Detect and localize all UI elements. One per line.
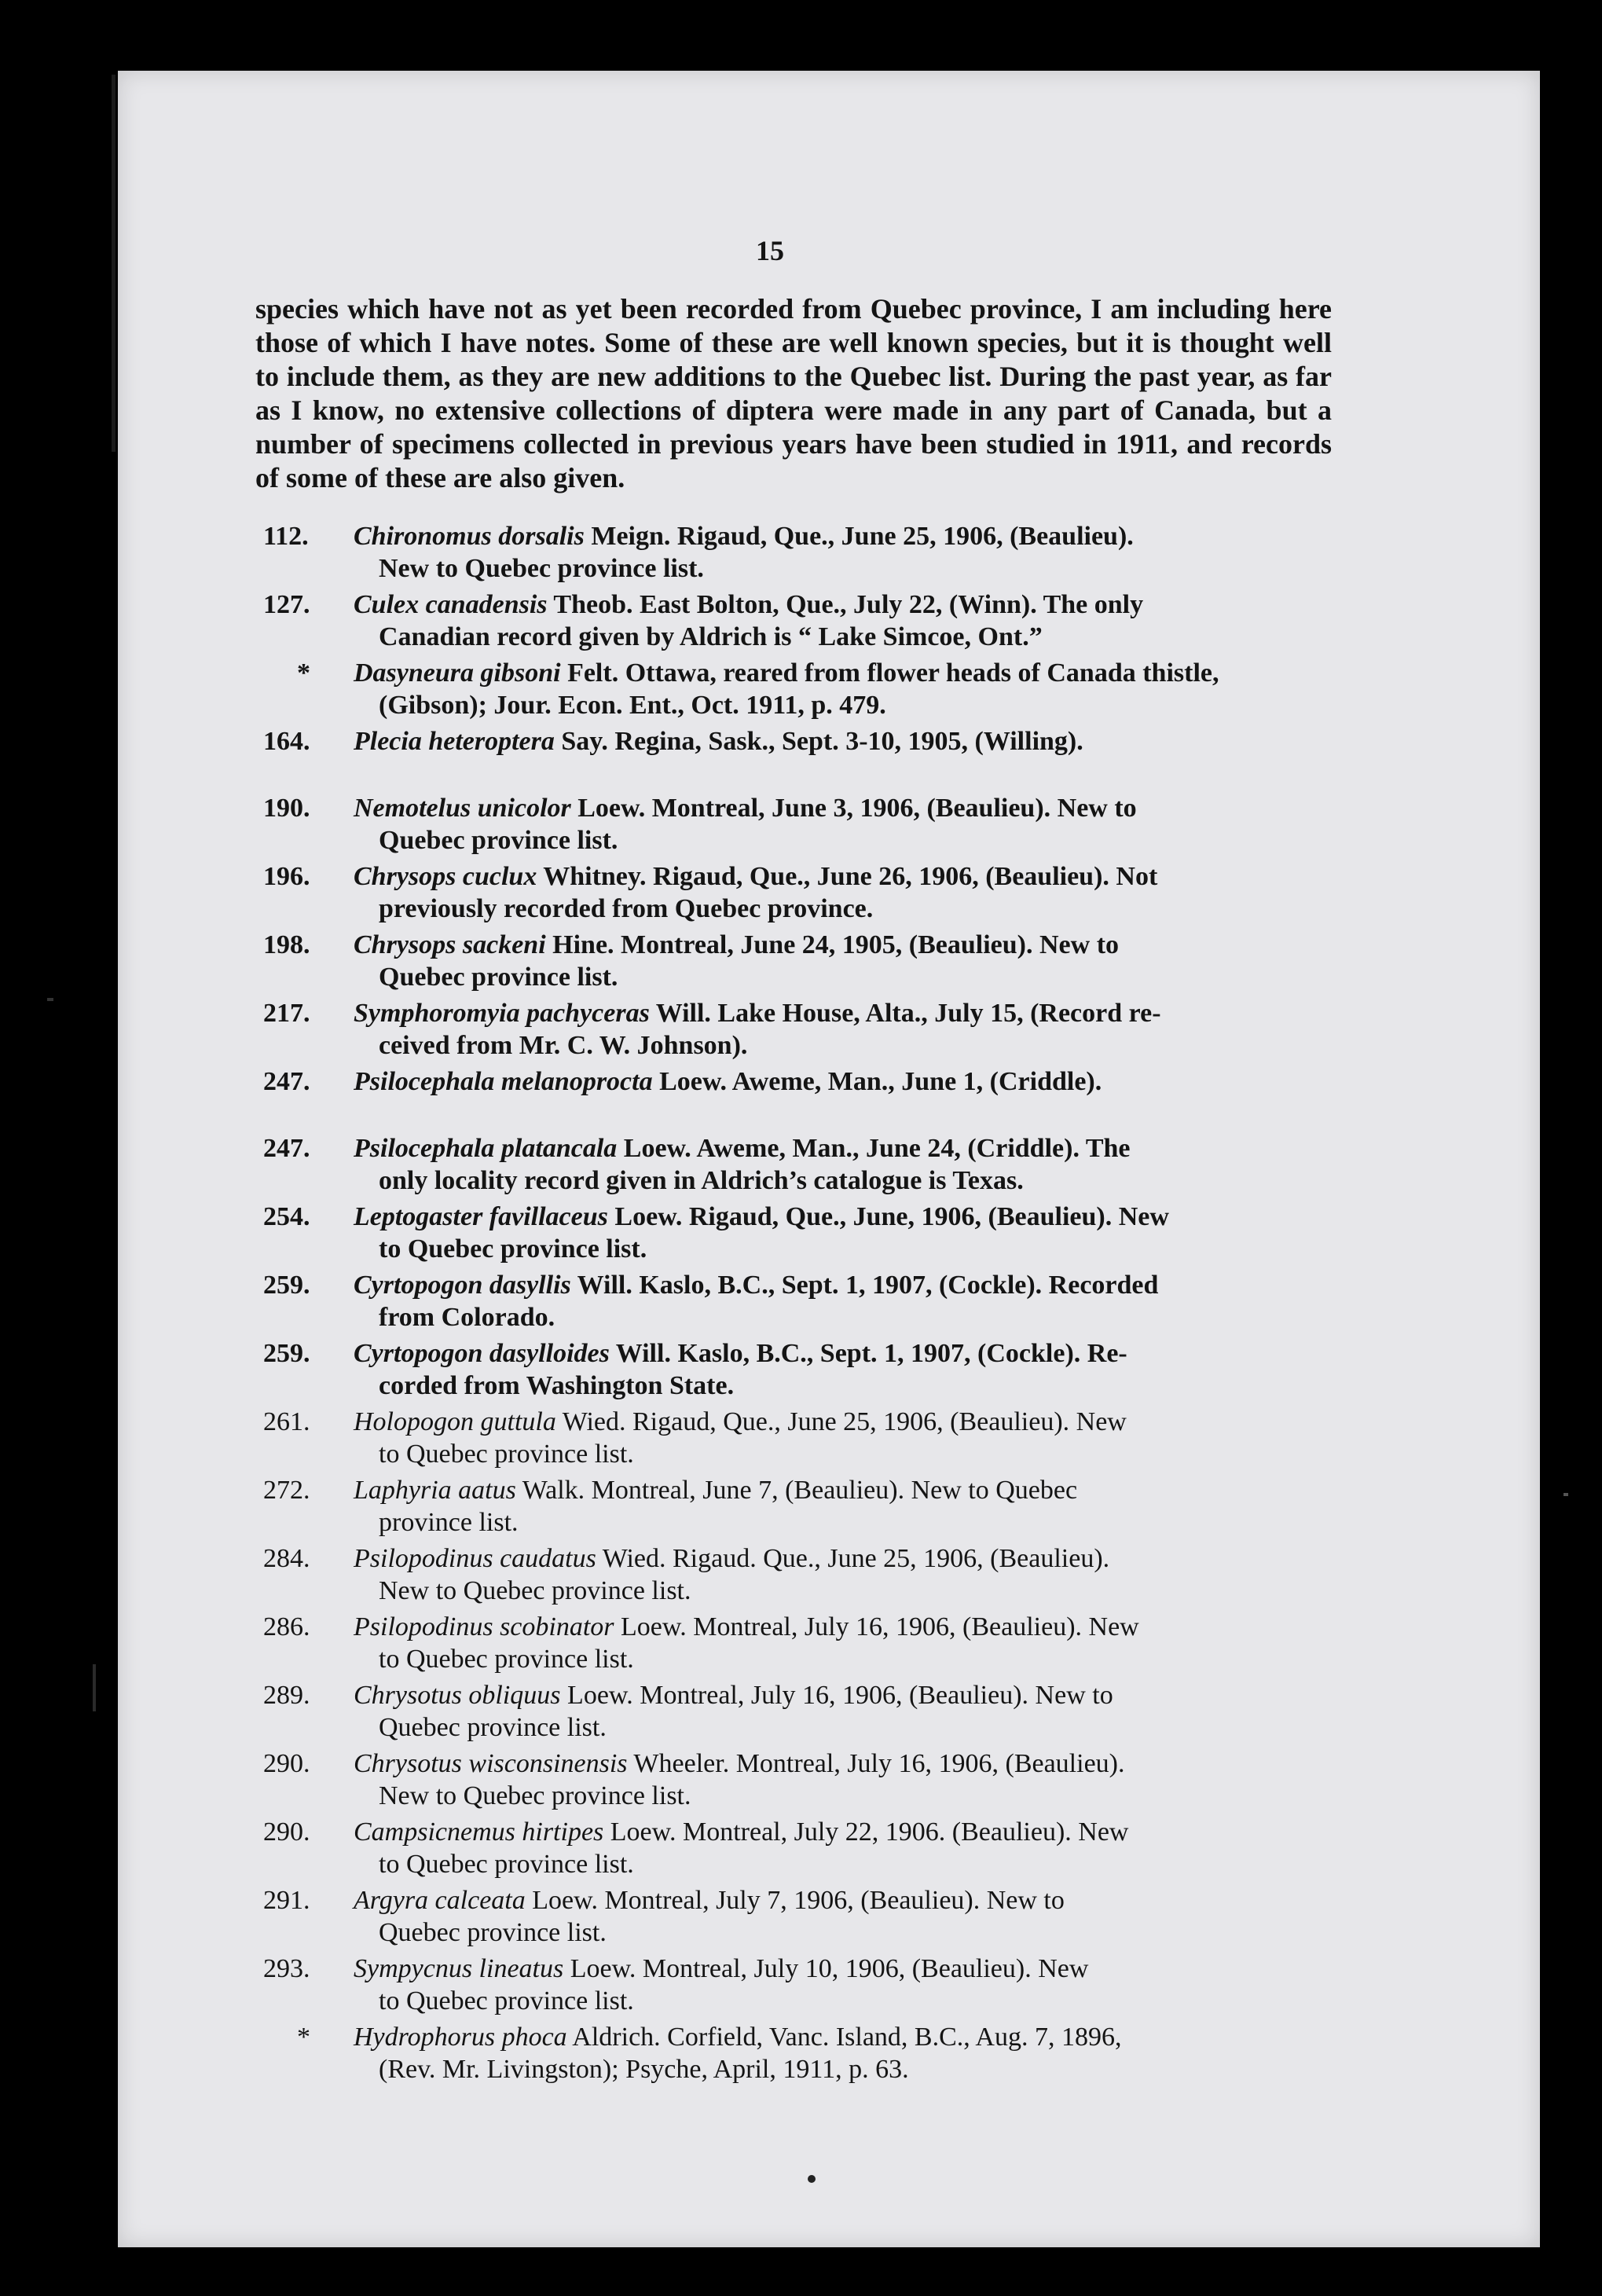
- record-details: Meign. Rigaud, Que., June 25, 1906, (Beaulieu).: [584, 522, 1134, 551]
- record-number: 291.: [263, 1886, 310, 1915]
- species-name: Sympycnus lineatus: [354, 1954, 564, 1983]
- species-record: [263, 725, 1332, 788]
- species-name: Psilocephala platancala: [354, 1134, 618, 1163]
- species-records-list: [263, 520, 1332, 2089]
- record-body: [354, 1953, 1332, 2017]
- record-body: [354, 1884, 1332, 1949]
- record-body: [354, 1269, 1332, 1333]
- species-record: [263, 589, 1332, 653]
- record-continuation: from Colorado.: [379, 1303, 555, 1332]
- page-edge-shadow: [112, 75, 115, 452]
- species-record: [263, 2021, 1332, 2085]
- record-number: 261.: [263, 1407, 310, 1436]
- record-number: 259.: [263, 1339, 310, 1368]
- species-record: [263, 997, 1332, 1062]
- record-details: Say. Regina, Sask., Sept. 3-10, 1905, (Willing).: [554, 727, 1083, 756]
- record-number: 284.: [263, 1544, 310, 1573]
- record-continuation: (Gibson); Jour. Econ. Ent., Oct. 1911, p. 479.: [379, 691, 886, 720]
- margin-speck: [47, 998, 53, 1001]
- intro-paragraph: species which have not as yet been recorded from Quebec province, I am including here those of which I have notes. Some of these are well known species, but it is thought well to include them, as they are new additions to the Quebec list. During the past year, as far as I know, no extensive collections of diptera were made in any part of Canada, but a number of specimens collected in previous years have been studied in 1911, and records of some of these are also given.: [255, 293, 1332, 493]
- species-record: [263, 1679, 1332, 1744]
- species-name: Chrysotus obliquus: [354, 1681, 561, 1710]
- record-body: [354, 725, 1332, 757]
- record-body: [354, 860, 1332, 925]
- species-record: [263, 1748, 1332, 1812]
- record-continuation: to Quebec province list.: [379, 1440, 634, 1469]
- record-number: 272.: [263, 1476, 310, 1505]
- record-continuation: corded from Washington State.: [379, 1371, 735, 1400]
- record-continuation: Quebec province list.: [379, 826, 618, 855]
- record-body: [354, 1679, 1332, 1744]
- record-number: 190.: [263, 794, 310, 823]
- record-number: 290.: [263, 1817, 310, 1847]
- record-details: Loew. Montreal, June 3, 1906, (Beaulieu). New to: [570, 794, 1137, 823]
- footer-dot: [808, 2175, 816, 2183]
- record-details: Loew. Montreal, July 7, 1906, (Beaulieu). New to: [525, 1886, 1065, 1915]
- record-continuation: to Quebec province list.: [379, 1986, 634, 2015]
- record-number: 247.: [263, 1067, 310, 1096]
- record-body: [354, 997, 1332, 1062]
- species-record: [263, 792, 1332, 856]
- species-name: Culex canadensis: [354, 590, 548, 619]
- record-body: [354, 657, 1332, 721]
- record-details: Wied. Rigaud. Que., June 25, 1906, (Beaulieu).: [596, 1544, 1110, 1573]
- record-continuation: New to Quebec province list.: [379, 1576, 691, 1605]
- record-continuation: to Quebec province list.: [379, 1645, 634, 1674]
- record-number: 254.: [263, 1202, 310, 1231]
- record-details: Wheeler. Montreal, July 16, 1906, (Beaulieu).: [627, 1749, 1125, 1778]
- margin-speck: [1564, 1493, 1568, 1496]
- record-details: Loew. Montreal, July 16, 1906, (Beaulieu). New: [614, 1612, 1139, 1641]
- record-body: [354, 929, 1332, 993]
- record-number: 196.: [263, 862, 310, 891]
- record-body: [354, 520, 1332, 585]
- record-number: 198.: [263, 930, 310, 959]
- species-name: Chrysops cuclux: [354, 862, 537, 891]
- record-body: [354, 1406, 1332, 1470]
- record-continuation: Canadian record given by Aldrich is “ Lake Simcoe, Ont.”: [379, 622, 1043, 651]
- species-name: Leptogaster favillaceus: [354, 1202, 608, 1231]
- record-number: 112.: [263, 522, 309, 551]
- record-body: [354, 1748, 1332, 1812]
- species-name: Psilopodinus caudatus: [354, 1544, 596, 1573]
- record-details: Theob. East Bolton, Que., July 22, (Winn). The only: [547, 590, 1144, 619]
- record-number: 289.: [263, 1681, 310, 1710]
- record-continuation: Quebec province list.: [379, 963, 618, 992]
- species-name: Psilopodinus scobinator: [354, 1612, 614, 1641]
- record-number: 259.: [263, 1271, 310, 1300]
- record-continuation: Quebec province list.: [379, 1713, 607, 1742]
- species-record: [263, 1406, 1332, 1470]
- record-details: Loew. Montreal, July 16, 1906, (Beaulieu). New to: [560, 1681, 1113, 1710]
- species-name: Laphyria aatus: [354, 1476, 516, 1505]
- species-name: Chrysops sackeni: [354, 930, 546, 959]
- record-number: 217.: [263, 999, 310, 1028]
- species-record: [263, 860, 1332, 925]
- new-record-asterisk: *: [297, 2023, 310, 2052]
- record-body: [354, 1201, 1332, 1265]
- new-record-asterisk: *: [297, 658, 310, 688]
- species-record: [263, 929, 1332, 993]
- record-details: Loew. Montreal, July 10, 1906, (Beaulieu). New: [563, 1954, 1089, 1983]
- record-body: [354, 1474, 1332, 1539]
- record-body: [354, 1337, 1332, 1402]
- record-details: Walk. Montreal, June 7, (Beaulieu). New to Quebec: [515, 1476, 1078, 1505]
- species-name: Campsicnemus hirtipes: [354, 1817, 604, 1847]
- record-continuation: (Rev. Mr. Livingston); Psyche, April, 1911, p. 63.: [379, 2055, 909, 2084]
- record-number: 290.: [263, 1749, 310, 1778]
- record-details: Aldrich. Corfield, Vanc. Island, B.C., Aug. 7, 1896,: [566, 2023, 1122, 2052]
- record-continuation: Quebec province list.: [379, 1918, 607, 1947]
- species-record: [263, 1611, 1332, 1675]
- species-record: [263, 1884, 1332, 1949]
- species-name: Psilocephala melanoprocta: [354, 1067, 653, 1096]
- species-record: [263, 1132, 1332, 1197]
- record-details: Loew. Aweme, Man., June 24, (Criddle). The: [617, 1134, 1131, 1163]
- margin-mark: [93, 1664, 96, 1711]
- record-details: Hine. Montreal, June 24, 1905, (Beaulieu). New to: [545, 930, 1120, 959]
- record-number: 164.: [263, 727, 310, 756]
- species-record: [263, 1337, 1332, 1402]
- record-details: Loew. Aweme, Man., June 1, (Criddle).: [652, 1067, 1102, 1096]
- species-name: Argyra calceata: [354, 1886, 526, 1915]
- species-record: [263, 1269, 1332, 1333]
- record-details: Will. Lake House, Alta., July 15, (Record re-: [649, 999, 1161, 1028]
- species-record: [263, 1201, 1332, 1265]
- species-name: Chrysotus wisconsinensis: [354, 1749, 628, 1778]
- record-continuation: only locality record given in Aldrich’s catalogue is Texas.: [379, 1166, 1024, 1195]
- record-number: 127.: [263, 590, 310, 619]
- record-number: 286.: [263, 1612, 310, 1641]
- record-details: Felt. Ottawa, reared from flower heads of Canada thistle,: [560, 658, 1219, 688]
- species-record: [263, 1474, 1332, 1539]
- record-continuation: New to Quebec province list.: [379, 554, 704, 583]
- record-number: 247.: [263, 1134, 310, 1163]
- species-name: Hydrophorus phoca: [354, 2023, 567, 2052]
- species-name: Cyrtopogon dasylloides: [354, 1339, 610, 1368]
- record-details: Will. Kaslo, B.C., Sept. 1, 1907, (Cockle). Re-: [609, 1339, 1127, 1368]
- species-name: Nemotelus unicolor: [354, 794, 571, 823]
- species-record: [263, 1816, 1332, 1880]
- record-continuation: to Quebec province list.: [379, 1850, 634, 1879]
- record-continuation: to Quebec province list.: [379, 1234, 647, 1264]
- record-body: [354, 792, 1332, 856]
- record-body: [354, 1611, 1332, 1675]
- record-number: 293.: [263, 1954, 310, 1983]
- record-details: Whitney. Rigaud, Que., June 26, 1906, (Beaulieu). Not: [537, 862, 1158, 891]
- species-record: [263, 1065, 1332, 1128]
- species-name: Dasyneura gibsoni: [354, 658, 561, 688]
- species-record: [263, 1953, 1332, 2017]
- record-continuation: New to Quebec province list.: [379, 1781, 691, 1810]
- record-details: Will. Kaslo, B.C., Sept. 1, 1907, (Cockle). Recorded: [570, 1271, 1159, 1300]
- record-body: [354, 589, 1332, 653]
- record-body: [354, 1542, 1332, 1607]
- record-body: [354, 2021, 1332, 2085]
- species-name: Plecia heteroptera: [354, 727, 555, 756]
- record-details: Loew. Montreal, July 22, 1906. (Beaulieu). New: [603, 1817, 1129, 1847]
- species-name: Holopogon guttula: [354, 1407, 556, 1436]
- species-record: [263, 1542, 1332, 1607]
- species-record: [263, 657, 1332, 721]
- record-body: [354, 1132, 1332, 1197]
- species-name: Symphoromyia pachyceras: [354, 999, 650, 1028]
- record-details: Wied. Rigaud, Que., June 25, 1906, (Beaulieu). New: [555, 1407, 1127, 1436]
- record-continuation: ceived from Mr. C. W. Johnson).: [379, 1031, 748, 1060]
- record-body: [354, 1065, 1332, 1098]
- record-details: Loew. Rigaud, Que., June, 1906, (Beaulieu). New: [607, 1202, 1169, 1231]
- species-name: Chironomus dorsalis: [354, 522, 585, 551]
- page-number: 15: [756, 235, 784, 266]
- record-continuation: previously recorded from Quebec province.: [379, 894, 874, 923]
- species-name: Cyrtopogon dasyllis: [354, 1271, 571, 1300]
- record-body: [354, 1816, 1332, 1880]
- record-continuation: province list.: [379, 1508, 519, 1537]
- species-record: [263, 520, 1332, 585]
